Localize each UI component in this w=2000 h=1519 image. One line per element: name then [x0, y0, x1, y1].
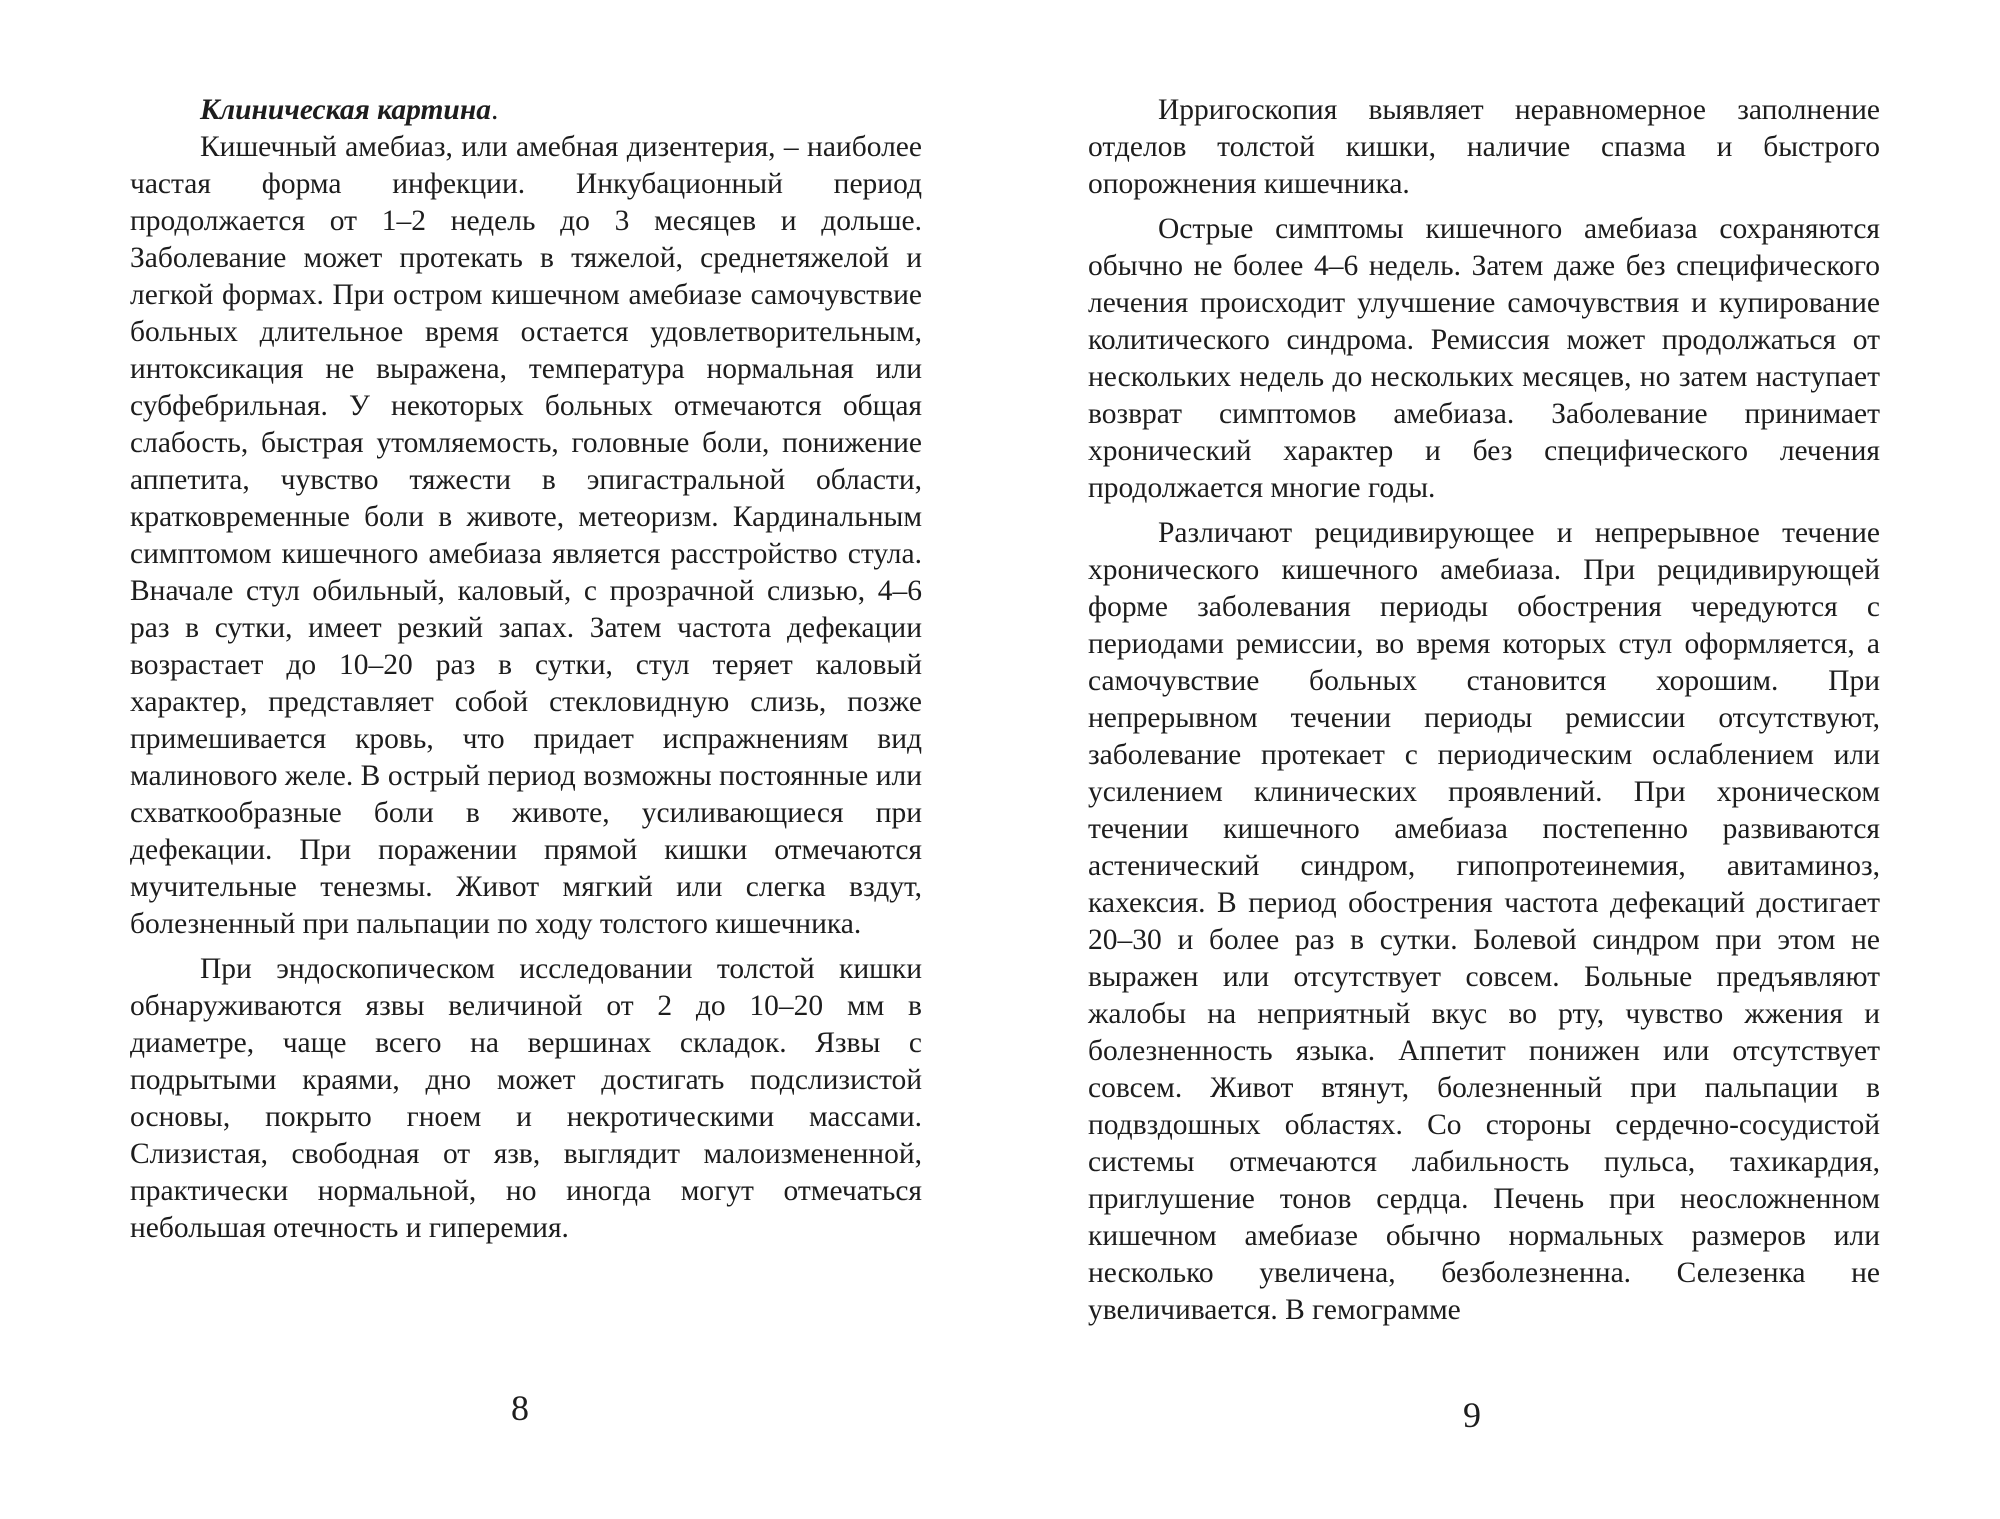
left-page-number: 8 — [511, 1388, 529, 1428]
right-page-number: 9 — [1463, 1395, 1481, 1435]
right-paragraph-2: Острые симптомы кишечного амебиаза сохраняются обычно не более 4–6 недель. Затем даже без специфического лечения происходит улучшение самочувствия и купирование колитического синдрома. Ремиссия может продолжаться от нескольких недель до нескольких месяцев, но затем наступает возврат симптомов амебиаза. Заболевание принимает хронический характер и без специфического лечения продолжается многие годы. — [1088, 213, 1880, 504]
right-paragraph-1: Ирригоскопия выявляет неравномерное заполнение отделов толстой кишки, наличие спазма и быстрого опорожнения кишечника. — [1088, 94, 1880, 200]
left-page-text — [130, 92, 922, 1247]
right-page — [1000, 0, 2000, 1519]
section-heading — [130, 92, 922, 129]
left-paragraph-2: При эндоскопическом исследовании толстой кишки обнаруживаются язвы величиной от 2 до 10–20 мм в диаметре, чаще всего на вершинах складок. Язвы с подрытыми краями, дно может достигать подслизистой основы, покрыто гноем и некротическими массами. Слизистая, свободная от язв, выглядит малоизмененной, практически нормальной, но иногда могут отмечаться небольшая отечность и гиперемия. — [130, 953, 922, 1244]
right-page-text — [1088, 92, 1880, 1329]
right-paragraph-3: Различают рецидивирующее и непрерывное течение хронического кишечного амебиаза. При рецидивирующей форме заболевания периоды обострения чередуются с периодами ремиссии, во время которых стул оформляется, а самочувствие больных становится хорошим. При непрерывном течении периоды ремиссии отсутствуют, заболевание протекает с периодическим ослаблением или усилением клинических проявлений. При хроническом течении кишечного амебиаза постепенно развиваются астенический синдром, гипопротеинемия, авитаминоз, кахексия. В период обострения частота дефекаций достигает 20–30 и более раз в сутки. Болевой синдром при этом не выражен или отсутствует совсем. Больные предъявляют жалобы на неприятный вкус во рту, чувство жжения и болезненность языка. Аппетит понижен или отсутствует совсем. Живот втянут, болезненный при пальпации в подвздошных областях. Со стороны сердечно-сосудистой системы отмечаются лабильность пульса, тахикардия, приглушение тонов сердца. Печень при неосложненном кишечном амебиазе обычно нормальных размеров или несколько увеличена, безболезненна. Селезенка не увеличивается. В гемограмме — [1088, 517, 1880, 1326]
section-heading-period: . — [490, 94, 499, 126]
section-heading-text: Клиническая картина — [200, 94, 491, 126]
left-paragraph-1: Кишечный амебиаз, или амебная дизентерия, – наиболее частая форма инфекции. Инкубационный период продолжается от 1–2 недель до 3 месяцев и дольше. Заболевание может протекать в тяжелой, среднетяжелой и легкой формах. При остром кишечном амебиазе самочувствие больных длительное время остается удовлетворительным, интоксикация не выражена, температура нормальная или субфебрильная. У некоторых больных отмечаются общая слабость, быстрая утомляемость, головные боли, понижение аппетита, чувство тяжести в эпигастральной области, кратковременные боли в животе, метеоризм. Кардинальным симптомом кишечного амебиаза является расстройство стула. Вначале стул обильный, каловый, с прозрачной слизью, 4–6 раз в сутки, имеет резкий запах. Затем частота дефекации возрастает до 10–20 раз в сутки, стул теряет каловый характер, представляет собой стекловидную слизь, позже примешивается кровь, что придает испражнениям вид малинового желе. В острый период возможны постоянные или схваткообразные боли в животе, усиливающиеся при дефекации. При поражении прямой кишки отмечаются мучительные тенезмы. Живот мягкий или слегка вздут, болезненный при пальпации по ходу толстого кишечника. — [130, 131, 922, 940]
